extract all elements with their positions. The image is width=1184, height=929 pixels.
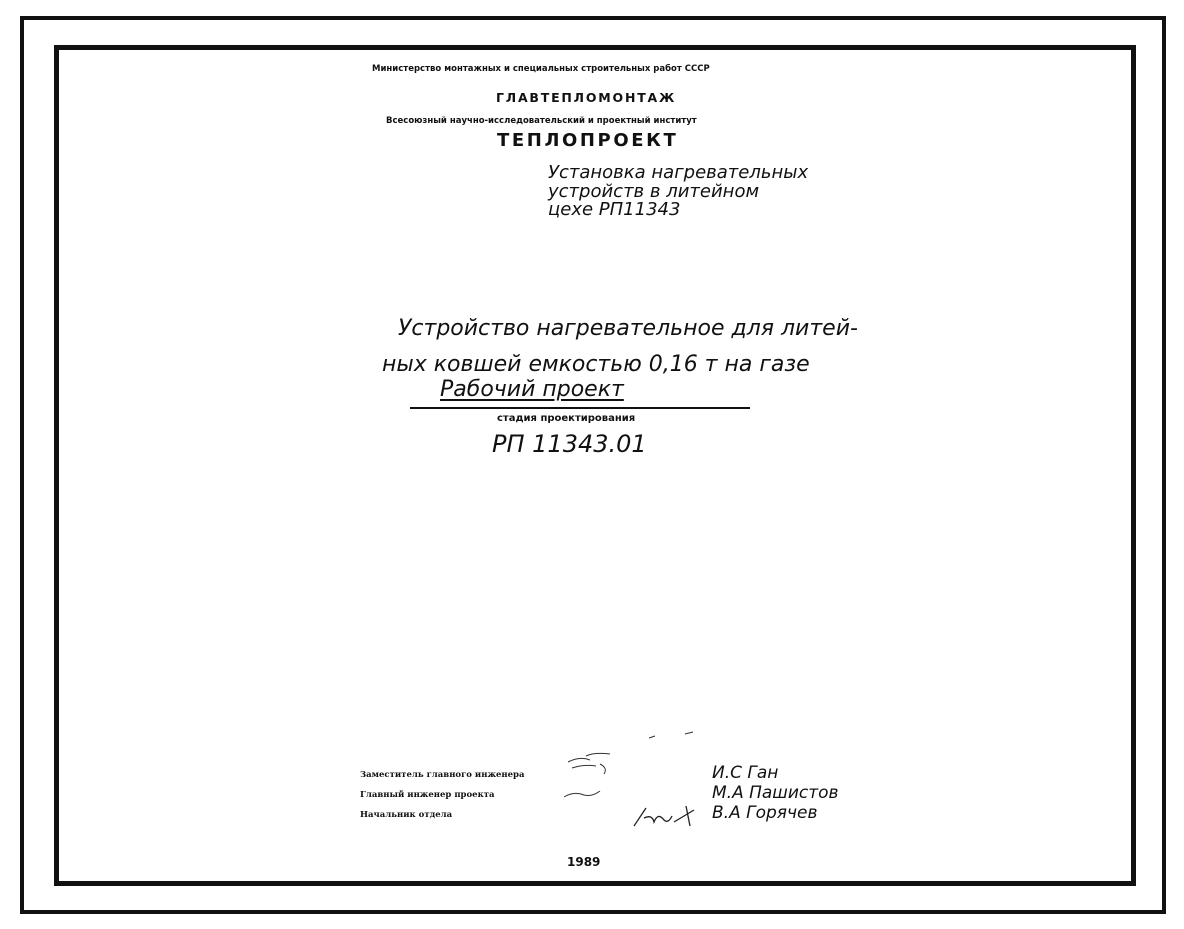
- signatory-role-3: Начальник отдела: [360, 810, 453, 820]
- signatory-name-2: М.А Пашистов: [712, 783, 839, 803]
- signatory-role-2: Главный инженер проекта: [360, 790, 495, 800]
- main-directorate: ГЛАВТЕПЛОМОНТАЖ: [496, 90, 677, 105]
- document-code: РП 11343.01: [492, 430, 647, 458]
- document-year: 1989: [567, 855, 601, 869]
- signature-2-icon: [560, 785, 610, 805]
- subject-line-3: цехе РП11343: [548, 199, 681, 220]
- signatory-name-3: В.А Горячев: [712, 803, 818, 823]
- signatory-role-1: Заместитель главного инженера: [360, 770, 525, 780]
- subject-line-1: Установка нагревательных: [548, 162, 809, 183]
- institute-name: ТЕПЛОПРОЕКТ: [497, 130, 679, 151]
- ministry-line: Министерство монтажных и специальных строительных работ СССР: [372, 64, 710, 74]
- document-title-line-2: ных ковшей емкостью 0,16 т на газе: [382, 352, 810, 377]
- signature-3-icon: [630, 800, 710, 832]
- design-stage-caption: стадия проектирования: [497, 413, 636, 424]
- subject-line-2: устройств в литейном: [548, 181, 760, 202]
- signatory-name-1: И.С Ган: [712, 763, 779, 783]
- institute-full-name: Всесоюзный научно-исследовательский и проектный институт: [386, 116, 697, 126]
- signature-1-icon: [560, 752, 620, 782]
- design-stage-value: Рабочий проект: [440, 377, 624, 402]
- pen-marks-icon: [645, 730, 705, 742]
- document-title-line-1: Устройство нагревательное для литей-: [398, 316, 858, 341]
- stage-divider: [410, 407, 750, 409]
